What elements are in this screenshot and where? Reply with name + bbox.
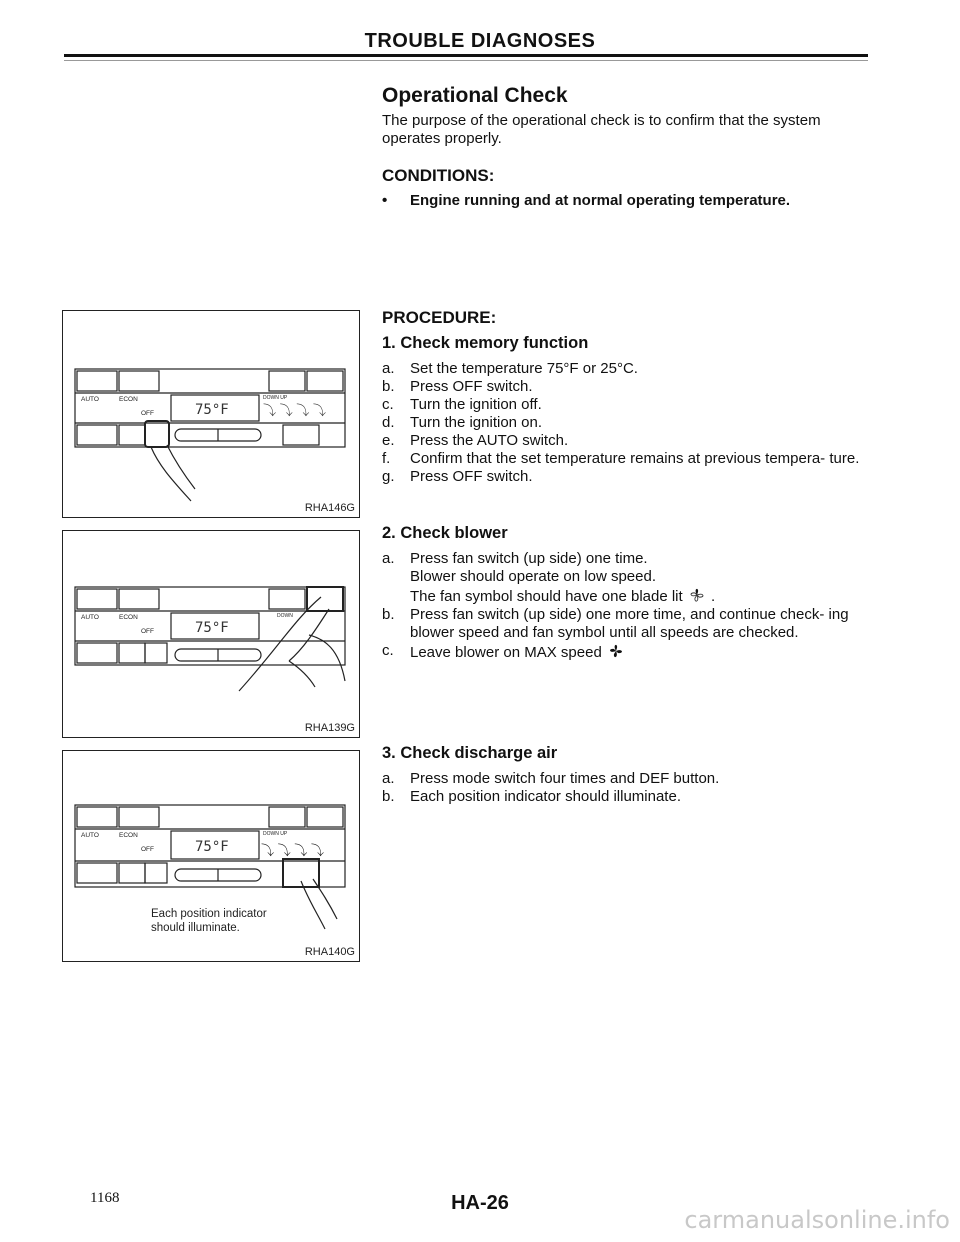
panel-off-label: OFF xyxy=(141,846,154,853)
panel-temp-display: 75°F xyxy=(195,620,229,636)
list-item: g. Press OFF switch. xyxy=(382,468,533,485)
panel-down-up-label: DOWN UP xyxy=(263,831,288,837)
list-item: Blower should operate on low speed. xyxy=(410,568,656,585)
panel-econ-label: ECON xyxy=(119,614,138,621)
fan-max-icon xyxy=(606,642,626,660)
figure-rha139g xyxy=(62,530,360,738)
list-item: b. Press OFF switch. xyxy=(382,378,533,395)
list-item: c. Leave blower on MAX speed xyxy=(382,642,882,662)
list-item: a. Set the temperature 75°F or 25°C. xyxy=(382,360,638,377)
panel-econ-label: ECON xyxy=(119,832,138,839)
panel-econ-label: ECON xyxy=(119,396,138,403)
watermark: carmanualsonline.info xyxy=(684,1206,950,1234)
panel-auto-label: AUTO xyxy=(81,396,99,403)
bullet-dot: • xyxy=(382,192,388,209)
list-item: c. Turn the ignition off. xyxy=(382,396,542,413)
figure-rha140g xyxy=(62,750,360,962)
header-rule-thin xyxy=(64,60,868,61)
mode-indicators: ⤵ ⤵ ⤵ ⤵ xyxy=(263,403,326,418)
page-number: HA-26 xyxy=(451,1192,509,1214)
list-item: d. Turn the ignition on. xyxy=(382,414,543,431)
step3-list xyxy=(382,770,882,806)
figure-rha146g xyxy=(62,310,360,518)
mode-indicators: ⤵ ⤵ ⤵ ⤵ xyxy=(261,843,324,858)
control-panel-illustration xyxy=(63,531,359,737)
panel-down-up-label: DOWN xyxy=(277,613,293,619)
panel-off-label: OFF xyxy=(141,410,154,417)
panel-auto-label: AUTO xyxy=(81,832,99,839)
procedure-heading: PROCEDURE: xyxy=(382,308,497,327)
list-item: a. Press mode switch four times and DEF button. xyxy=(382,770,720,787)
control-panel-illustration xyxy=(63,311,359,517)
figure-id: RHA140G xyxy=(304,946,355,958)
conditions-heading: CONDITIONS: xyxy=(382,166,495,185)
step3-title: 3. Check discharge air xyxy=(382,744,558,762)
step1-title: 1. Check memory function xyxy=(382,334,589,352)
list-item: b. Press fan switch (up side) one more time, and continue check- ing blower speed and fan symbol until all speeds are checked. xyxy=(382,606,849,641)
header-rule xyxy=(64,54,868,57)
panel-auto-label: AUTO xyxy=(81,614,99,621)
step1-list xyxy=(382,360,882,486)
list-item: a. Press fan switch (up side) one time. xyxy=(382,550,648,567)
panel-temp-display: 75°F xyxy=(195,402,229,418)
section-title: Operational Check xyxy=(382,84,568,107)
list-item: e. Press the AUTO switch. xyxy=(382,432,569,449)
fan-one-blade-icon xyxy=(687,586,707,604)
list-item: The fan symbol should have one blade lit . xyxy=(410,588,716,605)
step2-title: 2. Check blower xyxy=(382,524,508,542)
list-item: f. Confirm that the set temperature remains at previous tempera- ture. xyxy=(382,450,860,467)
figure-caption: Each position indicator should illuminate. xyxy=(151,908,267,934)
page-header-title: TROUBLE DIAGNOSES xyxy=(364,30,596,52)
panel-temp-display: 75°F xyxy=(195,839,229,855)
step2-list xyxy=(382,550,882,662)
conditions-bullet xyxy=(382,192,790,209)
figure-id: RHA139G xyxy=(304,722,355,734)
section-intro: The purpose of the operational check is to confirm that the system operates properly. xyxy=(382,112,821,147)
figure-id: RHA146G xyxy=(304,502,355,514)
list-item: b. Each position indicator should illuminate. xyxy=(382,788,681,805)
panel-down-up-label: DOWN UP xyxy=(263,395,288,401)
side-page-number: 1168 xyxy=(90,1190,120,1206)
panel-off-label: OFF xyxy=(141,628,154,635)
conditions-bullet-text: Engine running and at normal operating temperature. xyxy=(410,192,791,209)
